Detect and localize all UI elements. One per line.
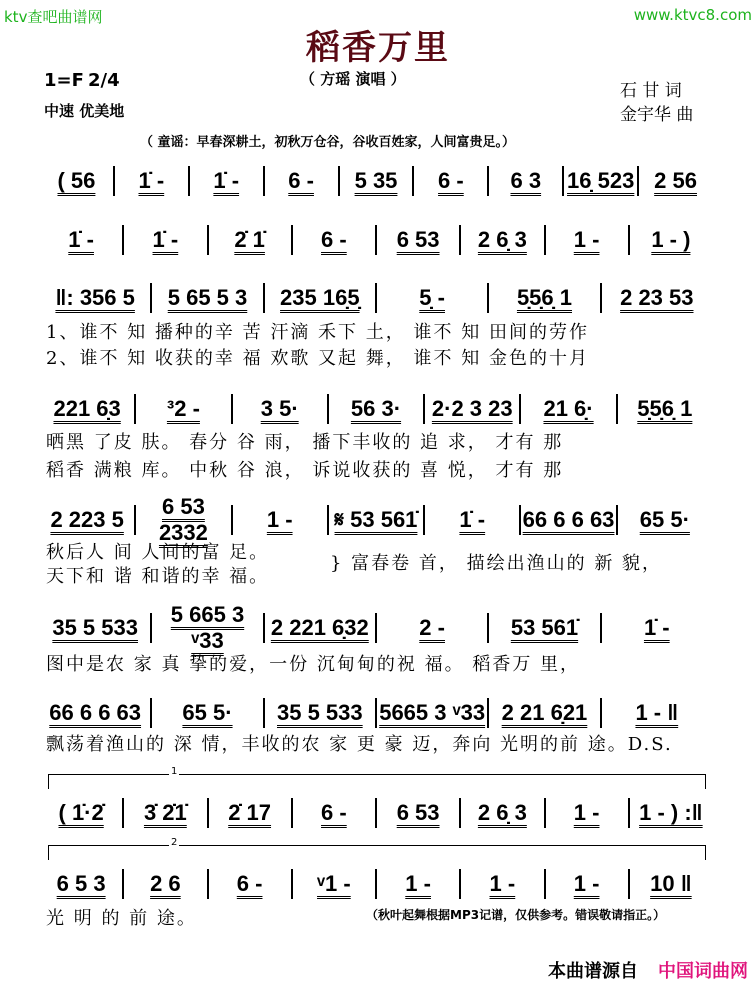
performer: （ 方瑶 演唱 ） xyxy=(300,70,406,88)
measure: 6 5 3 xyxy=(56,871,106,896)
score-row xyxy=(40,798,712,828)
volta-number: 2 xyxy=(171,837,178,848)
measure: 1 - xyxy=(489,871,516,896)
measure: 2̇ 17 xyxy=(228,800,272,825)
measure: 2 6 xyxy=(150,871,181,896)
measure: 1 - xyxy=(266,507,293,532)
intro-note: （ 童谣：早春深耕土，初秋万仓谷，谷收百姓家，人间富贵足。） xyxy=(140,135,516,150)
measure: 3 5· xyxy=(260,396,299,421)
score-row xyxy=(40,494,712,545)
measure: 2̇ 1̇ xyxy=(234,227,265,252)
measure: 6 3 xyxy=(510,168,542,193)
measure: 66 6 6 63 xyxy=(49,700,142,725)
lyric-line: 图中是农 家 真 挚的爱，一份 沉甸甸的祝 福。 稻香万 里， xyxy=(46,654,581,675)
measure: 5 665 3 ᵛ33 xyxy=(170,602,245,653)
measure: 235 16̣5̣ xyxy=(280,285,360,310)
measure: 2 6̣ 3 xyxy=(477,227,527,252)
measure: 6 - xyxy=(236,871,263,896)
lyric-line: 飘荡着渔山的 深 情，丰收的农 家 更 豪 迈，奔向 光明的前 途。D.S. xyxy=(46,734,673,755)
score-row xyxy=(40,394,712,424)
measure: 1̇ - xyxy=(138,168,165,193)
lyric-line: 稻香 满粮 库。 中秋 谷 浪， 诉说收获的 喜 悦， 才有 那 xyxy=(46,460,564,481)
measure: 1 - xyxy=(573,871,600,896)
measure: 6 53 2332 xyxy=(158,494,208,545)
score-row xyxy=(40,283,712,313)
score-row xyxy=(40,698,712,728)
footer-source: 本曲谱源自 xyxy=(548,961,638,982)
measure: 6 - xyxy=(321,227,347,252)
measure: 6 - xyxy=(438,168,464,193)
measure: 5 65 5 3 xyxy=(167,285,248,310)
score-row xyxy=(40,869,712,899)
tempo-marking: 中速 优美地 xyxy=(44,102,125,120)
measure: 35 5 533 xyxy=(52,615,138,640)
measure: 1 - xyxy=(573,800,600,825)
measure: 1 - xyxy=(573,227,600,252)
measure: 1̇ - xyxy=(68,227,94,252)
lyric-line: 秋后人 间 人间的富 足。 xyxy=(46,542,270,563)
lyric-line: 晒黑 了皮 肤。 春分 谷 雨， 播下丰收的 追 求， 才有 那 xyxy=(46,432,564,453)
measure: 5̣5̣6̣ 1 xyxy=(637,396,693,421)
time-signature: 2/4 xyxy=(88,70,120,91)
lyric-line: 2、谁不 知 收获的幸 福 欢歌 又起 舞， 谁不 知 金色的十月 xyxy=(46,348,589,369)
measure: 1 - ) :‖ xyxy=(639,800,703,825)
measure: 6 - xyxy=(288,168,314,193)
measure: 1̇ - xyxy=(152,227,179,252)
measure: 2 - xyxy=(419,615,445,640)
measure: 1̇ - xyxy=(459,507,486,532)
score-row xyxy=(40,166,712,196)
measure: 221 6̣3 xyxy=(53,396,121,421)
measure: 5̣ - xyxy=(419,285,445,310)
measure: 2 221 6̣32 xyxy=(270,615,369,640)
measure: 6 53 xyxy=(396,800,440,825)
watermark-left: ktv查吧曲谱网 xyxy=(4,8,103,26)
measure: 2 21 6̣21 xyxy=(501,700,588,725)
measure: ( 56 xyxy=(57,168,96,193)
lyric-line: 1、谁不 知 播种的辛 苦 汗滴 禾下 土， 谁不 知 田间的劳作 xyxy=(46,322,589,343)
measure: 10 ‖ xyxy=(650,871,692,896)
measure: 6 53 xyxy=(396,227,440,252)
measure: 2 6̣ 3 xyxy=(477,800,527,825)
measure: 1̇ - xyxy=(213,168,240,193)
measure: 5 35 xyxy=(354,168,398,193)
volta-number: 1 xyxy=(171,766,178,777)
measure: ‖: 356 5 xyxy=(55,285,135,310)
measure: ³2 - xyxy=(166,396,200,421)
measure: 21 6̣· xyxy=(543,396,594,421)
measure: 𝄋 53 561̇ xyxy=(334,507,418,532)
watermark-right[interactable]: www.ktvc8.com xyxy=(633,6,752,24)
lyric-line: 天下和 谐 和谐的幸 福。 xyxy=(46,566,270,587)
measure: 2·2 3 23 xyxy=(431,396,513,421)
score-row xyxy=(40,225,712,255)
measure: 66 6 6 63 xyxy=(522,507,615,532)
measure: 2 56 xyxy=(654,168,697,193)
key-signature: 1=F xyxy=(44,70,84,91)
measure: 65 5· xyxy=(182,700,233,725)
measure: 2 223 5 xyxy=(50,507,124,532)
measure: 56 3· xyxy=(350,396,402,421)
lyricist: 石 甘 词 xyxy=(620,81,682,101)
transcriber-note: （秋叶起舞根据MP3记谱，仅供参考。错误敬请指正。） xyxy=(366,908,666,922)
lyric-line: 光 明 的 前 途。 xyxy=(46,908,197,929)
measure: 1 - ‖ xyxy=(635,700,679,725)
volta-bracket xyxy=(48,766,706,789)
measure: 16̣ 523 xyxy=(567,168,635,193)
composer: 金宇华 曲 xyxy=(620,105,694,125)
score-row xyxy=(40,602,712,653)
song-title: 稻香万里 xyxy=(306,28,450,68)
measure: 6 - xyxy=(321,800,347,825)
measure: 65 5· xyxy=(639,507,690,532)
measure: 1̇ - xyxy=(643,615,670,640)
measure: ( 1̇·2̇ xyxy=(58,800,104,825)
lyric-line: } 富春卷 首， 描绘出渔山的 新 貌， xyxy=(330,553,663,574)
footer-site[interactable]: 中国词曲网 xyxy=(658,961,748,982)
measure: 3̇ 2̇1̇ xyxy=(143,800,187,825)
measure: 5̣5̣6̣ 1 xyxy=(516,285,572,310)
measure: ᵛ1 - xyxy=(317,871,351,896)
measure: 1 - ) xyxy=(651,227,691,252)
measure: 53 561̇ xyxy=(510,615,579,640)
measure: 1 - xyxy=(405,871,431,896)
volta-bracket xyxy=(48,837,706,860)
measure: 2 23 53 xyxy=(620,285,694,310)
measure: 35 5 533 xyxy=(277,700,363,725)
measure: 5665 3 ᵛ33 xyxy=(379,700,486,725)
